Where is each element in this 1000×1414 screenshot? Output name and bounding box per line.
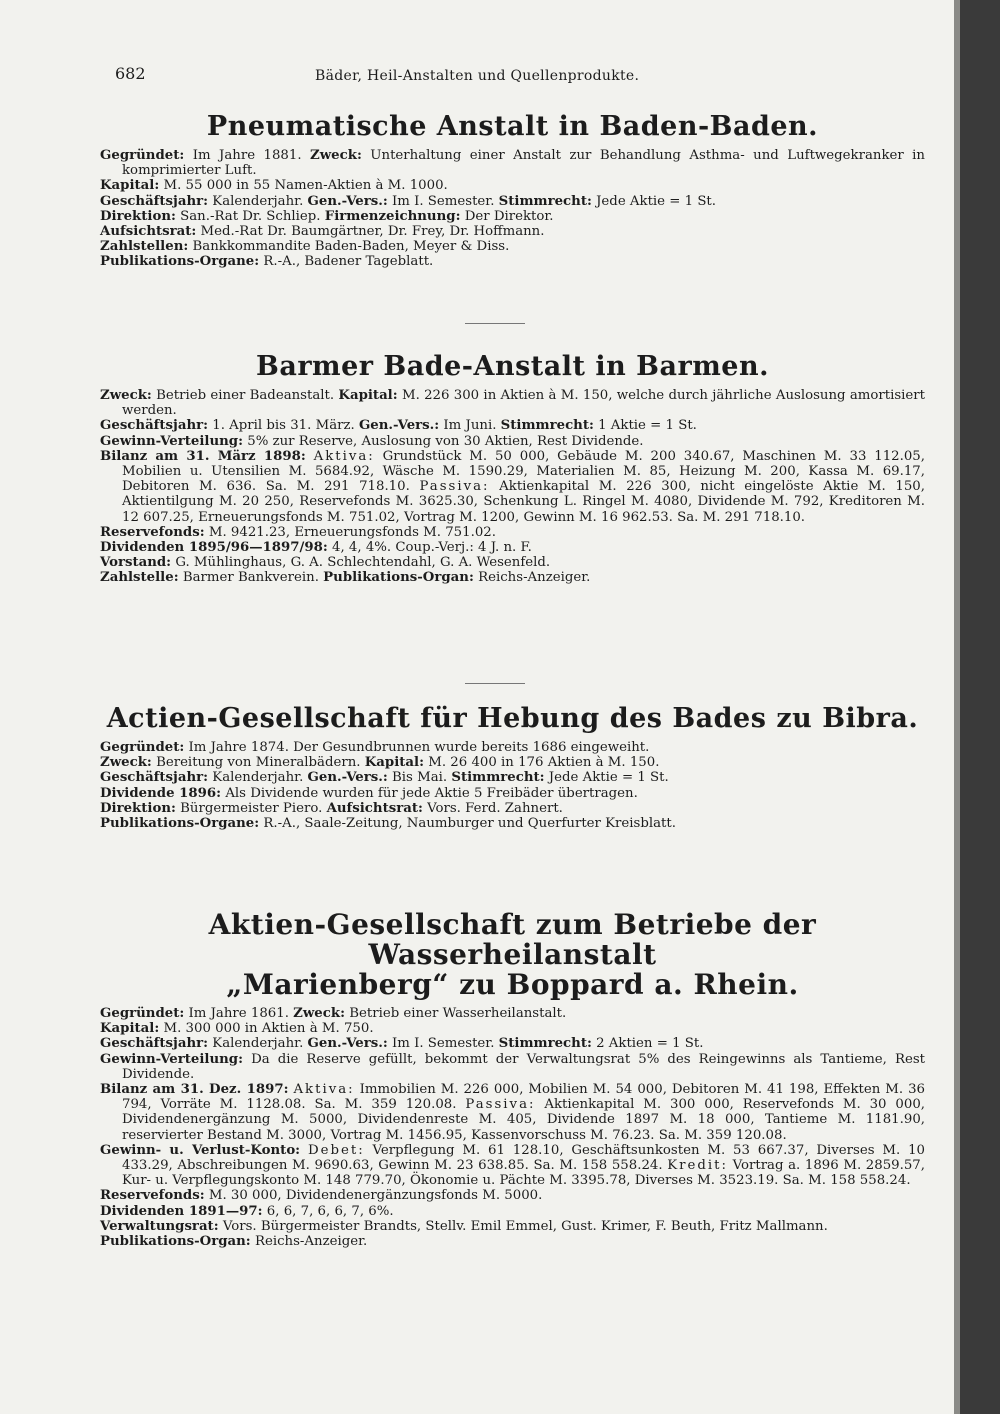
entry-label: Gewinn- u. Verlust-Konto: <box>100 1142 301 1158</box>
entry-label: Dividende 1896: <box>100 785 222 801</box>
entry-label: Stimmrecht: <box>498 1036 592 1052</box>
entry-label: Gegründet: <box>100 1006 185 1021</box>
entry-text: Bereitung von Mineralbädern. <box>151 755 365 771</box>
entry-text: Da die Reserve gefüllt, bekommt der Verwaltungsrat 5% des Reingewinns als Tantieme, Rest Dividende. <box>122 1051 925 1082</box>
entry-label: Publikations-Organ: <box>323 570 474 586</box>
entry-text: 6, 6, 7, 6, 6, 7, 6%. <box>262 1203 394 1219</box>
entry-label: Reservefonds: <box>100 524 205 540</box>
entry-geschaeftsjahr <box>100 418 925 433</box>
entry-text: Bankkommandite Baden-Baden, Meyer & Diss. <box>188 239 510 255</box>
section-title: Barmer Bade-Anstalt in Barmen. <box>256 351 769 382</box>
entry-text: Vors. Bürgermeister Brandts, Stellv. Emil Emmel, Gust. Krimer, F. Beuth, Fritz Mallmann. <box>218 1218 828 1234</box>
entry-text: Bürgermeister Piero. <box>175 800 327 816</box>
entry-gegruendet <box>100 1006 925 1021</box>
entry-direktion <box>100 209 925 224</box>
entry-label: Geschäftsjahr: <box>100 418 209 434</box>
entry-text: M. 30 000, Dividendenergänzungsfonds M. 5000. <box>204 1188 543 1204</box>
entry-bilanz <box>100 449 925 525</box>
entry-sublabel: Passiva: <box>419 479 490 495</box>
entry-text: Med.-Rat Dr. Baumgärtner, Dr. Frey, Dr. Hoffmann. <box>196 224 545 240</box>
entry-text: Vortrag a. 1896 M. 2859.57, Kur- u. Verpflegungskonto M. 148 779.70, Ökonomie u. Pächte M. 3395.78, Diverses M. 3523.19. Sa. M. 158 558.24. <box>122 1158 925 1189</box>
entry-sublabel: Passiva: <box>465 1097 536 1113</box>
entry-text: Immobilien M. 226 000, Mobilien M. 54 000, Debitoren M. 41 198, Effekten M. 36 794, Vorräte M. 1128.08. Sa. M. 359 120.08. <box>122 1082 925 1113</box>
entry-text: Im I. Semester. <box>387 1036 499 1052</box>
entry-text: M. 300 000 in Aktien à M. 750. <box>159 1021 374 1037</box>
entry-text: 5% zur Reserve, Auslosung von 30 Aktien, Rest Dividende. <box>243 433 644 449</box>
entry-label: Gen.-Vers.: <box>358 418 440 434</box>
entry-label: Direktion: <box>100 208 176 224</box>
entry-label: Gewinn-Verteilung: <box>100 1051 244 1067</box>
entry-label: Bilanz am 31. Dez. 1897: <box>100 1082 289 1098</box>
section-pneumatische-anstalt <box>100 112 925 270</box>
page-binding-edge <box>960 0 1000 1414</box>
entry-label: Stimmrecht: <box>451 770 545 786</box>
entry-text: M. 55 000 in 55 Namen-Aktien à M. 1000. <box>159 178 448 194</box>
entry-label: Firmenzeichnung: <box>324 208 461 224</box>
entry-label: Publikations-Organe: <box>100 816 260 832</box>
entry-label: Gewinn-Verteilung: <box>100 433 244 449</box>
entry-bilanz <box>100 1082 925 1143</box>
entry-gewinn-verlust-konto <box>100 1143 925 1189</box>
entry-dividende <box>100 786 925 801</box>
entry-label: Publikations-Organ: <box>100 1234 251 1250</box>
entry-zahlstellen <box>100 239 925 254</box>
entry-aufsichtsrat <box>100 224 925 239</box>
entry-text: Kalenderjahr. <box>208 770 308 786</box>
entry-sublabel: Kredit: <box>667 1158 728 1174</box>
entry-verwaltungsrat <box>100 1219 925 1234</box>
entry-gewinn-verteilung <box>100 1052 925 1082</box>
entry-text: G. Mühlinghaus, G. A. Schlechtendahl, G. A. Wesenfeld. <box>171 555 551 571</box>
entry-kapital <box>100 1021 925 1036</box>
entry-text: Als Dividende wurden für jede Aktie 5 Freibäder übertragen. <box>221 785 638 801</box>
entry-text: Betrieb einer Wasserheilanstalt. <box>345 1006 567 1021</box>
entry-text: 1 Aktie = 1 St. <box>593 418 697 434</box>
entry-text: M. 26 400 in 176 Aktien à M. 150. <box>424 755 660 771</box>
entry-gegruendet <box>100 740 925 755</box>
section-title-line1: Aktien-Gesellschaft zum Betriebe der Wasserheilanstalt <box>208 908 817 971</box>
entry-vorstand <box>100 555 925 570</box>
entry-label: Reservefonds: <box>100 1188 205 1204</box>
entry-label: Direktion: <box>100 800 176 816</box>
entry-label: Zahlstelle: <box>100 570 179 586</box>
entry-label: Zahlstellen: <box>100 239 189 255</box>
entry-text: Bis Mai. <box>387 770 452 786</box>
entry-text: Grundstück M. 50 000, Gebäude M. 200 340.67, Maschinen M. 33 112.05, Mobilien u. Utensilien M. 5684.92, Wäsche M. 1590.29, Materialien M. 85, Heizung M. 200, Kassa M. 69.17, Debitoren M. 636. Sa. M. 291 718.10. <box>122 448 925 495</box>
entry-direktion <box>100 801 925 816</box>
entry-label: Zweck: <box>293 1006 345 1021</box>
entry-label: Verwaltungsrat: <box>100 1218 219 1234</box>
entry-text: M. 9421.23, Erneuerungsfonds M. 751.02. <box>204 524 496 540</box>
entry-sublabel: Aktiva: <box>293 1082 355 1098</box>
page-number: 682 <box>115 64 146 83</box>
entry-label: Gen.-Vers.: <box>307 770 388 786</box>
entry-publikations-organe <box>100 816 925 831</box>
entry-label: Aufsichtsrat: <box>100 224 197 240</box>
section-divider <box>465 683 525 684</box>
entry-text: Im Jahre 1874. Der Gesundbrunnen wurde bereits 1686 eingeweiht. <box>184 740 650 755</box>
entry-zweck <box>100 388 925 418</box>
entry-label: Geschäftsjahr: <box>100 1036 209 1052</box>
entry-label: Zweck: <box>100 755 152 771</box>
entry-text: Aktienkapital M. 226 300, nicht eingelöste Aktie M. 150, Aktientilgung M. 20 250, Reservefonds M. 3625.30, Schenkung L. Ringel M. 4080, Dividende M. 792, Kreditoren M. 12 607.25, Erneuerungsfonds M. 751.02, Vortrag M. 1200, Gewinn M. 16 962.53. Sa. M. 291 718.10. <box>122 479 925 525</box>
entry-geschaeftsjahr <box>100 1036 925 1051</box>
entry-label: Zweck: <box>100 388 152 403</box>
section-marienberg <box>100 910 925 1249</box>
entry-geschaeftsjahr <box>100 194 925 209</box>
entry-reservefonds <box>100 1188 925 1203</box>
entry-geschaeftsjahr <box>100 770 925 785</box>
entry-label: Zweck: <box>310 148 362 163</box>
entry-label: Bilanz am 31. März 1898: <box>100 448 306 464</box>
entry-text: 2 Aktien = 1 St. <box>591 1036 704 1052</box>
entry-label: Gen.-Vers.: <box>307 193 388 209</box>
entry-zahlstelle <box>100 570 925 585</box>
entry-text: Jede Aktie = 1 St. <box>544 770 669 786</box>
entry-label: Kapital: <box>100 1021 160 1037</box>
entry-label: Dividenden 1895/96—1897/98: <box>100 540 328 556</box>
entry-label: Kapital: <box>364 755 424 771</box>
entry-text: Im Jahre 1881. <box>184 148 311 163</box>
entry-text: Im Jahre 1861. <box>184 1006 294 1021</box>
entry-text: Im Juni. <box>439 418 501 434</box>
entry-sublabel: Debet: <box>307 1142 365 1158</box>
entry-dividenden <box>100 1204 925 1219</box>
entry-text: Kalenderjahr. <box>208 193 308 209</box>
entry-label: Vorstand: <box>100 555 172 571</box>
entry-text: Der Direktor. <box>460 208 554 224</box>
entry-text: M. 226 300 in Aktien à M. 150, welche durch jährliche Auslosung amortisiert werden. <box>122 388 926 419</box>
entry-label: Kapital: <box>338 388 398 403</box>
section-title: Actien-Gesellschaft für Hebung des Bades zu Bibra. <box>106 703 919 734</box>
entry-text: Vors. Ferd. Zahnert. <box>422 800 563 816</box>
entry-text: R.-A., Saale-Zeitung, Naumburger und Querfurter Kreisblatt. <box>259 816 676 832</box>
entry-label: Kapital: <box>100 178 160 194</box>
entry-text: Verpflegung M. 61 128.10, Geschäftsunkosten M. 53 667.37, Diverses M. 10 433.29, Abschreibungen M. 9690.63, Gewinn M. 23 638.85. Sa. M. 158 558.24. <box>122 1142 925 1174</box>
entry-gewinn-verteilung <box>100 434 925 449</box>
entry-label: Aufsichtsrat: <box>326 800 423 816</box>
entry-text: Reichs-Anzeiger. <box>473 570 591 586</box>
entry-text: Barmer Bankverein. <box>178 570 324 586</box>
entry-label: Geschäftsjahr: <box>100 770 209 786</box>
entry-sublabel: Aktiva: <box>313 448 375 464</box>
entry-kapital <box>100 178 925 193</box>
entry-text: Kalenderjahr. <box>208 1036 308 1052</box>
entry-text: Aktienkapital M. 300 000, Reservefonds M. 30 000, Dividendenergänzung M. 5000, Dividendenreste M. 405, Dividende 1897 M. 18 000, Tantieme M. 1181.90, reservierter Bestand M. 3000, Vortrag M. 1456.95, Kassenvorschuss M. 76.23. Sa. M. 359 120.08. <box>122 1097 926 1143</box>
entry-text: Betrieb einer Badeanstalt. <box>151 388 339 403</box>
entry-reservefonds <box>100 525 925 540</box>
entry-text: Unterhaltung einer Anstalt zur Behandlung Asthma- und Luftwegekranker in komprimierter Luft. <box>122 148 925 179</box>
section-title-line2: „Marienberg“ zu Boppard a. Rhein. <box>226 968 799 1001</box>
entry-label: Publikations-Organe: <box>100 254 260 270</box>
entry-text: San.-Rat Dr. Schliep. <box>175 208 325 224</box>
entry-text: 1. April bis 31. März. <box>208 418 359 434</box>
entry-publikations-organe <box>100 254 925 269</box>
entry-text: Jede Aktie = 1 St. <box>591 193 716 209</box>
section-barmer-bade-anstalt <box>100 352 925 586</box>
entry-text: Im I. Semester. <box>387 193 499 209</box>
section-divider <box>465 323 525 324</box>
entry-label: Gen.-Vers.: <box>307 1036 388 1052</box>
running-title: Bäder, Heil-Anstalten und Quellenprodukte. <box>315 68 640 84</box>
entry-dividenden <box>100 540 925 555</box>
entry-label: Stimmrecht: <box>500 418 594 434</box>
entry-label: Dividenden 1891—97: <box>100 1203 263 1219</box>
entry-label: Gegründet: <box>100 148 185 163</box>
entry-text: R.-A., Badener Tageblatt. <box>259 254 434 270</box>
entry-zweck <box>100 755 925 770</box>
entry-gegruendet <box>100 148 925 178</box>
entry-text: 4, 4, 4%. Coup.-Verj.: 4 J. n. F. <box>327 540 532 556</box>
entry-label: Stimmrecht: <box>498 193 592 209</box>
page-header <box>115 64 935 88</box>
entry-label: Gegründet: <box>100 740 185 755</box>
entry-label: Geschäftsjahr: <box>100 193 209 209</box>
entry-text: Reichs-Anzeiger. <box>250 1234 368 1250</box>
entry-publikations-organ <box>100 1234 925 1249</box>
section-bibra <box>100 704 925 831</box>
section-title: Pneumatische Anstalt in Baden-Baden. <box>206 111 819 142</box>
